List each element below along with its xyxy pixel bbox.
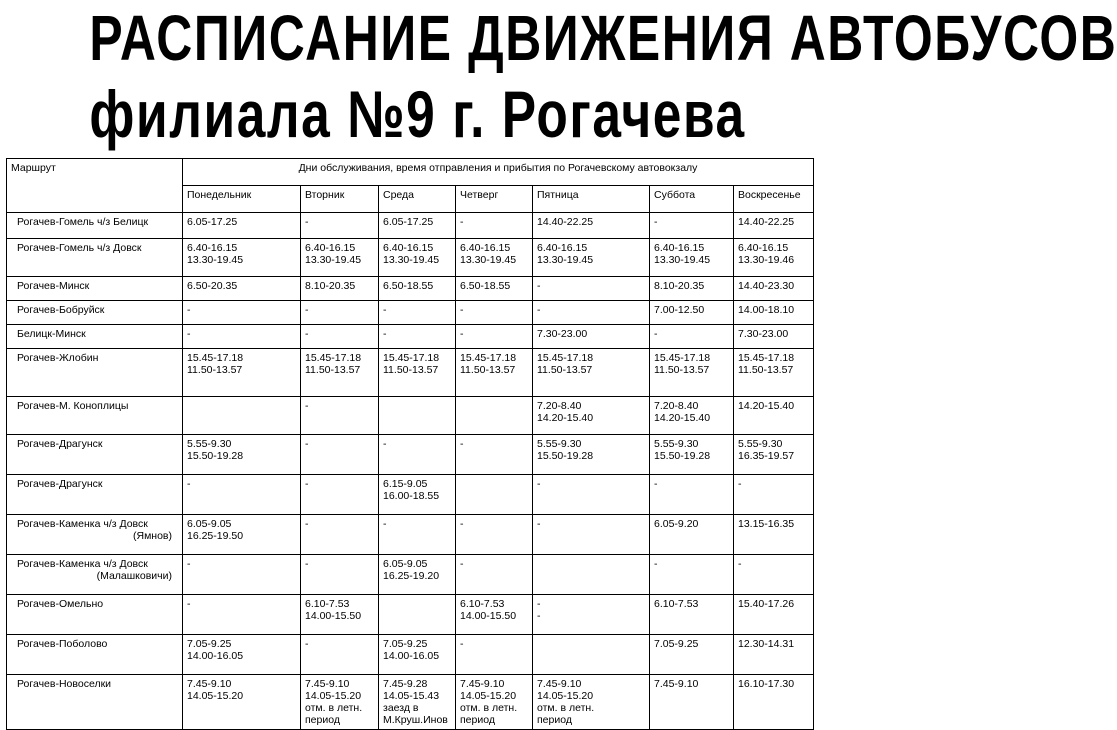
time-cell [379,277,456,301]
time-entry: 15.50-19.28 [537,450,594,462]
time-entry: 6.40-16.15 [460,242,511,254]
time-entry: - [305,518,309,530]
time-cell [734,515,814,555]
time-entry: 15.45-17.18 [383,352,440,364]
time-entry: - [460,638,464,650]
schedule-table [6,158,814,730]
time-cell [183,301,301,325]
time-entry: 16.35-19.57 [738,450,795,462]
time-entry: 14.05-15.20 [187,690,244,702]
time-entry: заезд в [383,702,419,714]
time-cell [734,475,814,515]
time-cell [183,239,301,277]
route-cell [7,595,183,635]
time-cell [301,435,379,475]
time-entry: 16.10-17.30 [738,678,795,690]
time-entry: 15.50-19.28 [654,450,711,462]
time-cell [533,435,650,475]
time-entry: 12.30-14.31 [738,638,795,650]
day-header: Воскресенье [734,186,814,213]
time-cell [301,675,379,730]
time-cell [650,277,734,301]
time-cell [734,239,814,277]
time-entry: 14.00-18.10 [738,304,795,316]
time-entry: - [537,280,541,292]
time-entry: 13.30-19.46 [738,254,795,266]
route-subname: (Ямнов) [132,530,172,542]
time-cell [456,325,533,349]
time-entry: 7.05-9.25 [654,638,699,650]
time-entry: - [187,558,191,570]
time-cell [650,213,734,239]
time-entry: 14.00-15.50 [305,610,362,622]
route-cell [7,555,183,595]
route-name: Рогачев-Новоселки [17,678,112,690]
time-cell [533,397,650,435]
time-cell [183,515,301,555]
route-name: Рогачев-Драгунск [17,478,103,490]
time-entry: - [654,558,658,570]
time-entry: М.Круш.Инов [383,714,448,726]
time-entry: - [383,328,387,340]
route-name: Рогачев-Гомель ч/з Довск [17,242,142,254]
time-entry: 6.40-16.15 [654,242,705,254]
time-cell [456,475,533,515]
time-entry: 7.45-9.10 [537,678,582,690]
time-cell [379,515,456,555]
time-entry: 7.20-8.40 [537,400,582,412]
time-entry: 6.10-7.53 [305,598,350,610]
time-cell [734,397,814,435]
time-entry: 5.55-9.30 [738,438,783,450]
time-entry: период [305,714,340,726]
time-entry: - [187,304,191,316]
route-cell [7,349,183,397]
time-entry: 14.40-22.25 [537,216,594,228]
day-header: Понедельник [183,186,301,213]
table-row [7,475,814,515]
route-name: Рогачев-Омельно [17,598,104,610]
time-entry: 6.15-9.05 [383,478,428,490]
table-row [7,213,814,239]
route-subname: (Малашковичи) [96,570,172,582]
time-entry: 15.45-17.18 [460,352,517,364]
time-entry: 11.50-13.57 [383,364,439,376]
time-entry: 11.50-13.57 [187,364,243,376]
time-cell [533,475,650,515]
time-entry: - [460,328,464,340]
time-cell [301,397,379,435]
time-cell [379,397,456,435]
time-entry: 7.45-9.10 [305,678,350,690]
time-entry: - [537,598,541,610]
time-entry: 14.20-15.40 [537,412,594,424]
time-cell [301,555,379,595]
time-cell [301,301,379,325]
day-header: Четверг [456,186,533,213]
time-entry: - [305,638,309,650]
time-cell [734,435,814,475]
time-cell [183,475,301,515]
time-cell [301,213,379,239]
time-cell [650,397,734,435]
time-cell [456,555,533,595]
time-entry: 13.30-19.45 [383,254,440,266]
time-cell [301,277,379,301]
time-entry: 8.10-20.35 [654,280,705,292]
table-row [7,325,814,349]
time-entry: 6.50-18.55 [460,280,511,292]
time-entry: 14.05-15.20 [305,690,362,702]
time-entry: - [460,518,464,530]
time-entry: 7.30-23.00 [738,328,789,340]
time-cell [533,635,650,675]
time-entry: 11.50-13.57 [305,364,361,376]
time-cell [650,515,734,555]
time-entry: 15.45-17.18 [738,352,795,364]
time-entry: - [460,558,464,570]
day-header: Среда [379,186,456,213]
route-cell [7,239,183,277]
time-cell [734,213,814,239]
time-entry: 14.20-15.40 [654,412,711,424]
time-cell [183,213,301,239]
time-cell [734,277,814,301]
time-cell [734,555,814,595]
time-cell [379,213,456,239]
time-cell [379,555,456,595]
time-entry: - [738,558,742,570]
time-entry: 7.30-23.00 [537,328,588,340]
page-subtitle: филиала №9 г. Рогачева [89,77,746,151]
time-cell [533,325,650,349]
time-cell [379,349,456,397]
time-cell [734,301,814,325]
time-entry: 14.00-16.05 [187,650,244,662]
time-cell [301,635,379,675]
table-row [7,675,814,730]
route-cell [7,213,183,239]
time-cell [533,595,650,635]
time-entry: 7.45-9.10 [654,678,699,690]
time-cell [650,325,734,349]
time-entry: 16.25-19.50 [187,530,244,542]
time-entry: - [460,216,464,228]
time-cell [183,635,301,675]
time-entry: 7.45-9.10 [460,678,505,690]
time-cell [533,239,650,277]
time-cell [456,349,533,397]
time-cell [650,555,734,595]
table-row [7,635,814,675]
time-cell [650,475,734,515]
time-entry: - [305,558,309,570]
time-entry: - [738,478,742,490]
schedule-body [7,213,814,730]
time-entry: 14.05-15.20 [460,690,517,702]
time-entry: 13.15-16.35 [738,518,795,530]
time-entry: - [187,478,191,490]
day-header: Пятница [533,186,650,213]
time-entry: 6.40-16.15 [383,242,434,254]
route-cell [7,325,183,349]
time-cell [183,555,301,595]
route-name: Рогачев-Жлобин [17,352,99,364]
time-cell [650,675,734,730]
time-entry: 13.30-19.45 [537,254,594,266]
time-entry: - [187,598,191,610]
time-cell [301,515,379,555]
table-row [7,349,814,397]
time-cell [301,595,379,635]
time-cell [379,595,456,635]
time-cell [379,301,456,325]
time-entry: период [537,714,572,726]
time-entry: 14.20-15.40 [738,400,795,412]
route-name: Рогачев-Драгунск [17,438,103,450]
time-entry: 6.40-16.15 [187,242,238,254]
table-row [7,435,814,475]
time-entry: - [305,328,309,340]
route-name: Рогачев-Каменка ч/з Довск [17,518,148,530]
time-cell [456,213,533,239]
time-cell [456,239,533,277]
time-cell [379,475,456,515]
time-entry: - [654,328,658,340]
time-entry: - [460,304,464,316]
header-row-1 [7,159,814,186]
time-cell [301,475,379,515]
time-entry: 6.05-9.05 [187,518,232,530]
time-entry: - [305,216,309,228]
time-cell [650,435,734,475]
time-entry: 11.50-13.57 [460,364,516,376]
table-row [7,277,814,301]
time-cell [301,239,379,277]
time-cell [650,349,734,397]
route-name: Рогачев-Гомель ч/з Белицк [17,216,149,228]
time-cell [650,301,734,325]
time-entry: 15.50-19.28 [187,450,244,462]
time-entry: 6.50-18.55 [383,280,434,292]
time-cell [734,675,814,730]
time-entry: 7.45-9.10 [187,678,232,690]
time-entry: 13.30-19.45 [187,254,244,266]
time-entry: 14.00-15.50 [460,610,517,622]
time-entry: 5.55-9.30 [537,438,582,450]
route-cell [7,301,183,325]
day-header: Вторник [301,186,379,213]
time-cell [533,349,650,397]
time-entry: - [383,518,387,530]
time-entry: 6.05-17.25 [383,216,434,228]
time-cell [183,435,301,475]
time-entry: период [460,714,495,726]
time-cell [183,349,301,397]
time-entry: 15.40-17.26 [738,598,795,610]
time-entry: 13.30-19.45 [654,254,711,266]
time-entry: 13.30-19.45 [460,254,517,266]
route-cell [7,435,183,475]
time-entry: отм. в летн. [537,702,595,714]
time-entry: 7.00-12.50 [654,304,705,316]
time-cell [183,277,301,301]
time-entry: 16.25-19.20 [383,570,440,582]
route-cell [7,277,183,301]
time-entry: - [654,216,658,228]
route-cell [7,397,183,435]
time-cell [183,325,301,349]
time-cell [183,595,301,635]
time-entry: 14.40-23.30 [738,280,795,292]
time-cell [301,349,379,397]
time-entry: 14.00-16.05 [383,650,440,662]
route-cell [7,515,183,555]
time-cell [379,675,456,730]
route-cell [7,475,183,515]
route-name: Белицк-Минск [17,328,86,340]
time-cell [533,213,650,239]
time-entry: - [383,304,387,316]
time-cell [379,635,456,675]
page-title: РАСПИСАНИЕ ДВИЖЕНИЯ АВТОБУСОВ [89,2,1117,74]
time-entry: - [537,610,541,622]
time-entry: 15.45-17.18 [654,352,711,364]
time-cell [183,397,301,435]
time-entry: 7.20-8.40 [654,400,699,412]
time-entry: 11.50-13.57 [654,364,710,376]
time-entry: - [187,328,191,340]
time-entry: отм. в летн. [305,702,363,714]
time-cell [456,675,533,730]
time-cell [456,397,533,435]
time-entry: 5.55-9.30 [654,438,699,450]
time-cell [533,515,650,555]
time-entry: 6.10-7.53 [460,598,505,610]
time-cell [533,675,650,730]
time-cell [734,349,814,397]
time-cell [456,435,533,475]
time-cell [456,301,533,325]
time-cell [379,239,456,277]
table-row [7,555,814,595]
route-cell [7,675,183,730]
time-cell [301,325,379,349]
time-entry: - [305,478,309,490]
time-entry: - [305,438,309,450]
time-entry: 8.10-20.35 [305,280,356,292]
route-cell [7,635,183,675]
time-cell [650,239,734,277]
time-cell [533,277,650,301]
time-entry: 5.55-9.30 [187,438,232,450]
time-entry: - [537,304,541,316]
route-name: Рогачев-Каменка ч/з Довск [17,558,148,570]
time-entry: 7.05-9.25 [383,638,428,650]
time-entry: 6.40-16.15 [738,242,789,254]
days-header: Дни обслуживания, время отправления и прибытия по Рогачевскому автовокзалу [183,159,814,186]
time-entry: 14.05-15.20 [537,690,594,702]
time-entry: 14.05-15.43 [383,690,440,702]
time-entry: - [537,478,541,490]
time-cell [734,635,814,675]
table-row [7,595,814,635]
time-entry: 6.40-16.15 [305,242,356,254]
day-header: Суббота [650,186,734,213]
table-row [7,397,814,435]
time-cell [650,635,734,675]
time-cell [456,515,533,555]
time-entry: 6.50-20.35 [187,280,238,292]
table-row [7,301,814,325]
time-entry: 11.50-13.57 [537,364,593,376]
time-entry: отм. в летн. [460,702,518,714]
time-cell [379,325,456,349]
time-cell [533,555,650,595]
time-cell [533,301,650,325]
time-entry: - [383,438,387,450]
time-entry: 14.40-22.25 [738,216,795,228]
time-entry: 13.30-19.45 [305,254,362,266]
table-row [7,239,814,277]
time-entry: - [460,438,464,450]
time-entry: 16.00-18.55 [383,490,440,502]
time-entry: - [305,304,309,316]
time-entry: 15.45-17.18 [305,352,362,364]
route-name: Рогачев-М. Коноплицы [17,400,129,412]
time-cell [734,325,814,349]
time-cell [456,595,533,635]
time-cell [379,435,456,475]
time-entry: 6.10-7.53 [654,598,699,610]
time-entry: 6.40-16.15 [537,242,588,254]
route-name: Рогачев-Бобруйск [17,304,105,316]
time-entry: 11.50-13.57 [738,364,794,376]
time-cell [734,595,814,635]
table-row [7,515,814,555]
time-entry: - [537,518,541,530]
time-entry: 7.05-9.25 [187,638,232,650]
time-entry: 6.05-9.05 [383,558,428,570]
time-cell [650,595,734,635]
time-entry: 15.45-17.18 [187,352,244,364]
route-header: Маршрут [7,159,183,213]
time-cell [456,277,533,301]
route-name: Рогачев-Минск [17,280,90,292]
time-cell [456,635,533,675]
time-entry: 7.45-9.28 [383,678,428,690]
time-entry: 15.45-17.18 [537,352,594,364]
time-entry: 6.05-9.20 [654,518,699,530]
time-entry: - [305,400,309,412]
time-entry: 6.05-17.25 [187,216,238,228]
time-entry: - [654,478,658,490]
route-name: Рогачев-Поболово [17,638,108,650]
time-cell [183,675,301,730]
